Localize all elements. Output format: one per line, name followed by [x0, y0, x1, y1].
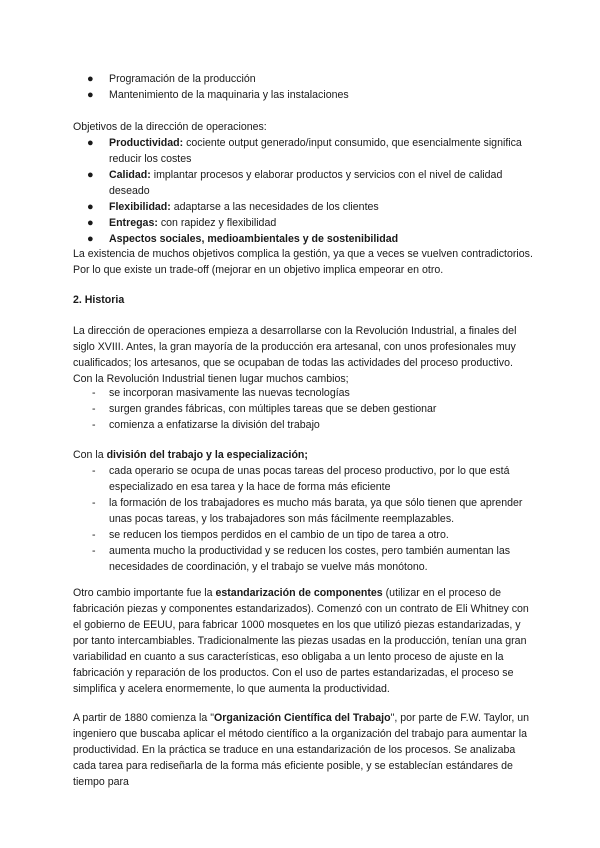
dash-icon: - — [92, 545, 96, 557]
objectives-heading: Objetivos de la dirección de operaciones: — [73, 121, 267, 133]
bullet-icon: ● — [87, 73, 94, 85]
dash-icon: - — [92, 403, 96, 415]
section-heading: 2. Historia — [73, 294, 125, 306]
division-heading: Con la división del trabajo y la especialización; — [73, 449, 308, 461]
list-item: - comienza a enfatizarse la división del trabajo — [92, 419, 320, 431]
taylor-paragraph: A partir de 1880 comienza la "Organización Científica del Trabajo", por parte de F.W. Taylor, un ingeniero que buscaba aplicar el método científico a la organización del trabajo para aumentar la productividad. En la práctica se traduce en una estandarización de los procesos. Se analizaba cada tarea para rediseñarla de la forma más eficiente posible, y se establecían estándares de tiempo para — [73, 712, 530, 788]
top-bullet-list — [73, 71, 533, 103]
history-intro: La dirección de operaciones empieza a desarrollarse con la Revolución Industrial, a finales del siglo XVIII. Antes, la gran mayoría de la producción era artesanal, con unos profesionales muy cualificados; los artesanos, que se ocupaban de todas las actividades del proceso productivo. Con la Revolución Industrial tienen lugar muchos cambios; — [73, 325, 517, 385]
bullet-icon: ● — [87, 89, 94, 101]
dash-icon: - — [92, 465, 96, 477]
dash-icon: - — [92, 419, 96, 431]
standardization-paragraph: Otro cambio importante fue la estandarización de componentes (utilizar en el proceso de fabricación piezas y componentes estandarizados). Comenzó con un contrato de Eli Whitney con el gobierno de EEUU, para fabricar 1000 mosquetes en los que utilizó piezas estandarizadas, y por tanto intercambiables. Tradicionalmente las piezas usadas en la producción, tenían una gran variabilidad en cuanto a sus características, eso obligaba a un lento proceso de ajuste en la fabricación y reparación de los productos. Con el uso de partes estandarizadas, el proceso se simplifica y acelera enormemente, lo que aumenta la productividad. — [73, 587, 529, 695]
objectives-note: La existencia de muchos objetivos complica la gestión, ya que a veces se vuelven contradictorios. Por lo que existe un trade-off (mejorar en un objetivo implica empeorar en otro. — [73, 248, 533, 276]
list-item: ● Entregas: con rapidez y flexibilidad — [87, 217, 277, 229]
list-item: - se reducen los tiempos perdidos en el cambio de un tipo de tarea a otro. — [92, 529, 449, 541]
list-item: ● Productividad: cociente output generado/input consumido, que esencialmente significa reducir los costes — [87, 137, 522, 165]
bullet-icon: ● — [87, 217, 94, 229]
list-item: ● Aspectos sociales, medioambientales y de sostenibilidad — [87, 233, 399, 245]
bullet-icon: ● — [87, 137, 94, 149]
list-item: - cada operario se ocupa de unas pocas tareas del proceso productivo, por lo que está especializado en esa tarea y la hace de forma más eficiente — [92, 465, 510, 493]
list-item: ● Calidad: implantar procesos y elaborar productos y servicios con el nivel de calidad deseado — [87, 169, 503, 197]
list-item: ● Programación de la producción — [87, 73, 256, 85]
list-item: - la formación de los trabajadores es mucho más barata, ya que sólo tienen que aprender unas pocas tareas, y los trabajadores son más fácilmente reemplazables. — [92, 497, 523, 525]
dash-icon: - — [92, 387, 96, 399]
objectives-section — [73, 119, 533, 247]
changes-list — [73, 385, 533, 433]
list-item: ● Flexibilidad: adaptarse a las necesidades de los clientes — [87, 201, 379, 213]
bullet-icon: ● — [87, 201, 94, 213]
list-item: - se incorporan masivamente las nuevas tecnologías — [92, 387, 350, 399]
dash-icon: - — [92, 497, 96, 509]
dash-icon: - — [92, 529, 96, 541]
list-item: - aumenta mucho la productividad y se reducen los costes, pero también aumentan las necesidades de coordinación, y el trabajo se vuelve más monótono. — [92, 545, 511, 573]
bullet-icon: ● — [87, 169, 94, 181]
division-section — [73, 447, 533, 575]
bullet-icon: ● — [87, 233, 94, 245]
list-item: - surgen grandes fábricas, con múltiples tareas que se deben gestionar — [92, 403, 437, 415]
list-item: ● Mantenimiento de la maquinaria y las instalaciones — [87, 89, 349, 101]
